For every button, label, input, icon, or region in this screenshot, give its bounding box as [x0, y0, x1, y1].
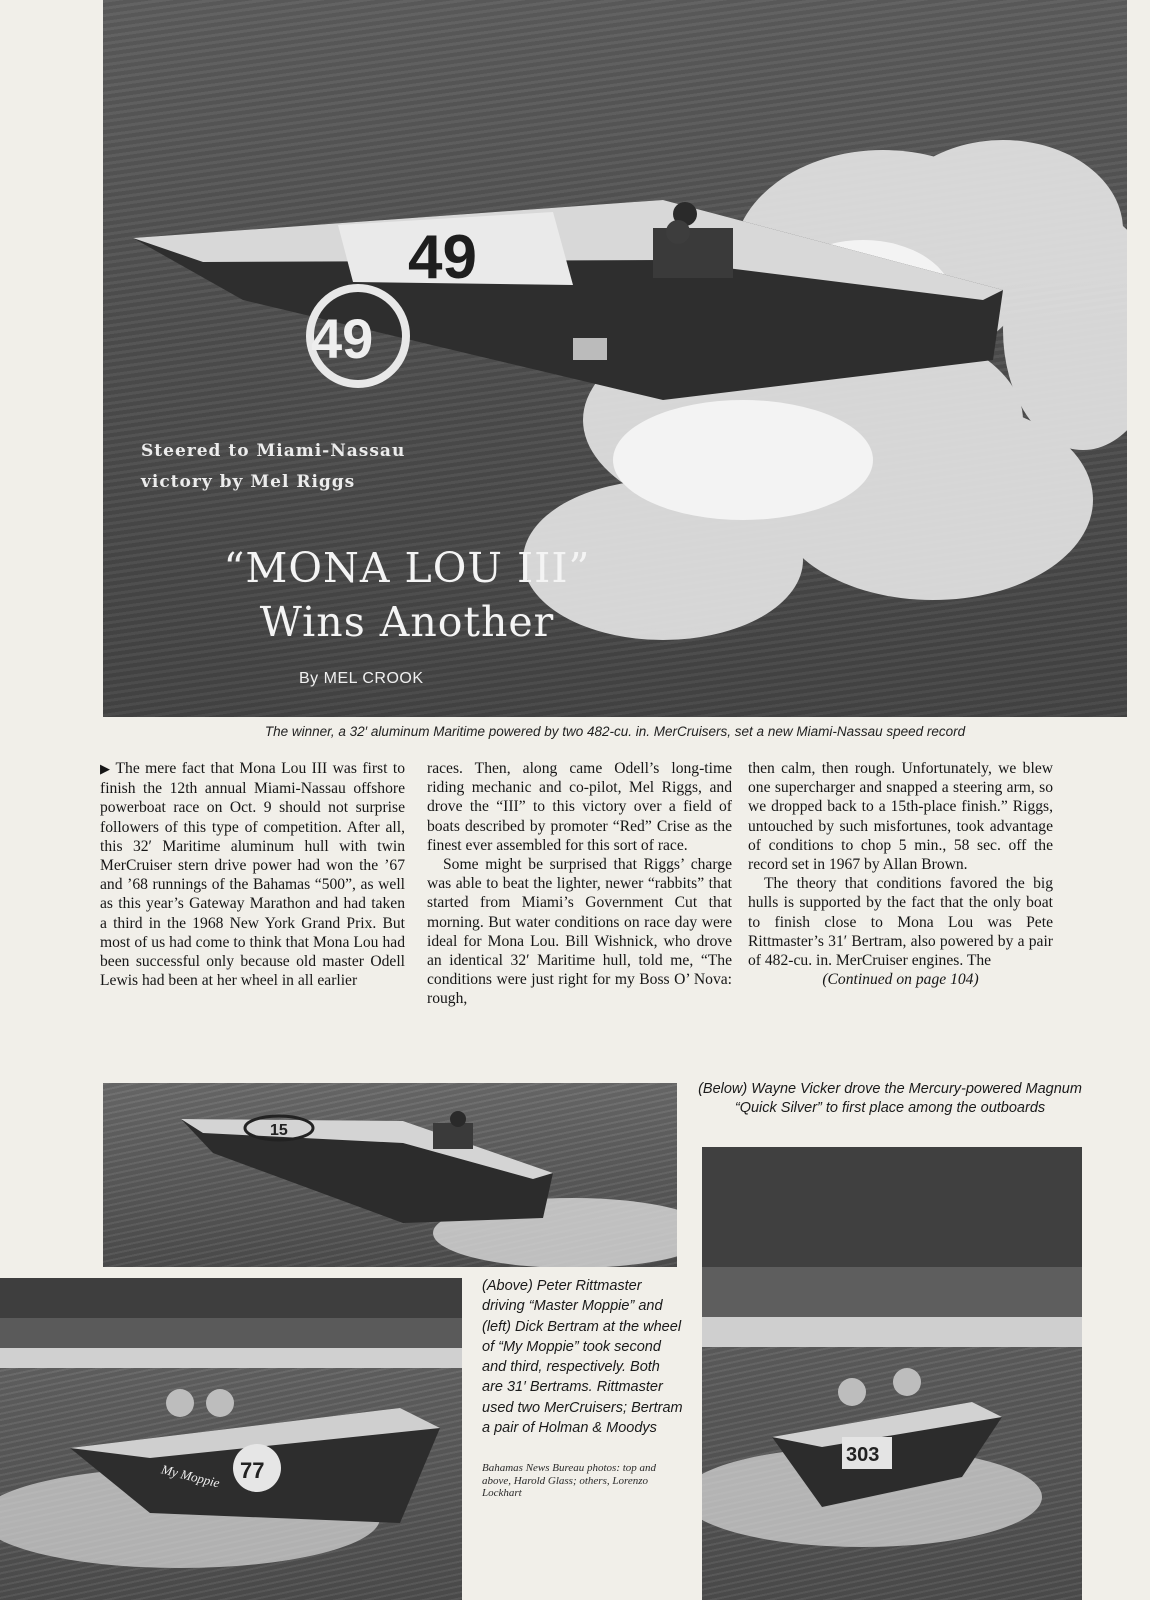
master-moppie-number: 15 — [270, 1122, 288, 1139]
article-paragraph: races. Then, along came Odell’s long-time riding mechanic and co-pilot, Mel Riggs, and drove the “III” to this victory over a field of boats described by promoter “Red” Crise as the finest ever assembled for this sort of race. — [427, 760, 732, 854]
continued-notice: (Continued on page 104) — [822, 971, 979, 989]
quick-silver-illustration — [702, 1147, 1082, 1600]
article-paragraph: then calm, then rough. Unfortunately, we blew one supercharger and snapped a steering arm, so we dropped back to a 15th-place finish.” Riggs, untouched by such misfortunes, took advantage of conditions to chop 5 min., 58 sec. off the record set in 1967 by Allan Brown. — [748, 760, 1053, 874]
photo-credit: Bahamas News Bureau photos: top and above, Harold Glass; others, Lorenzo Lockhart — [482, 1462, 657, 1499]
byline: By MEL CROOK — [299, 670, 424, 687]
article-column-3 — [748, 759, 1053, 989]
article-column-2 — [427, 759, 732, 1009]
article-paragraph — [100, 759, 405, 990]
article-title-line1: “MONA LOU III” — [223, 544, 591, 592]
hero-subcaption-line1: Steered to Miami-Nassau — [141, 441, 406, 461]
hero-photo-caption: The winner, a 32′ aluminum Maritime powered by two 482-cu. in. MerCruisers, set a new Miami-Nassau speed record — [264, 724, 966, 739]
master-moppie-illustration — [103, 1083, 677, 1267]
below-photo-caption: (Below) Wayne Vicker drove the Mercury-powered Magnum “Quick Silver” to first place among the outboards — [698, 1081, 1082, 1116]
hero-subcaption-line2: victory by Mel Riggs — [141, 472, 356, 492]
article-title-line2: Wins Another — [259, 598, 555, 646]
article-paragraph-text: The mere fact that Mona Lou III was first to finish the 12th annual Miami-Nassau offshore powerboat race on Oct. 9 should not surprise followers of this type of competition. After all, this 32′ Maritime aluminum hull with twin MerCruiser stern drive power had won the ’67 and ’68 runnings of the Bahamas “500”, as well as this year’s Gateway Marathon and had taken a third in the 1968 New York Grand Prix. But most of us had come to think that Mona Lou had been successful only because old master Odell Lewis had been at her wheel in all earlier — [100, 760, 405, 990]
master-moppie-photo — [103, 1083, 677, 1267]
hero-subcaption — [141, 436, 405, 498]
article-column-1 — [100, 759, 405, 990]
hero-deck-number: 49 — [408, 223, 477, 292]
article-paragraph: The theory that conditions favored the big hulls is supported by the fact that the only boat to finish close to Mona Lou was Pete Rittmaster’s 31′ Bertram, also powered by a pair of 482-cu. in. MerCruiser engines. The — [748, 875, 1053, 970]
my-moppie-number: 77 — [240, 1458, 265, 1483]
article-title — [147, 541, 667, 649]
hero-photo — [103, 0, 1127, 717]
my-moppie-illustration — [0, 1278, 462, 1600]
arrow-marker-icon: ▶ — [100, 762, 112, 777]
my-moppie-name: My Moppie — [159, 1461, 222, 1491]
quick-silver-number: 303 — [846, 1444, 880, 1466]
article-paragraph: Some might be surprised that Riggs’ charge was able to beat the lighter, newer “rabbits” that started from Miami’s Government Cut that morning. But water conditions on race day were ideal for Mona Lou. Bill Wishnick, who drove an identical 32′ Maritime hull, told me, “The conditions were just right for my Boss O’ Nova: rough, — [427, 856, 732, 1008]
above-photo-caption: (Above) Peter Rittmaster driving “Master Moppie” and (left) Dick Bertram at the wheel of “My Moppie” took second and third, respectively. Both are 31′ Bertrams. Rittmaster used two MerCruisers; Bertram a pair of Holman & Moodys — [482, 1278, 683, 1437]
quick-silver-photo — [702, 1147, 1082, 1600]
my-moppie-photo — [0, 1278, 462, 1600]
hero-hull-number: 49 — [311, 307, 374, 370]
